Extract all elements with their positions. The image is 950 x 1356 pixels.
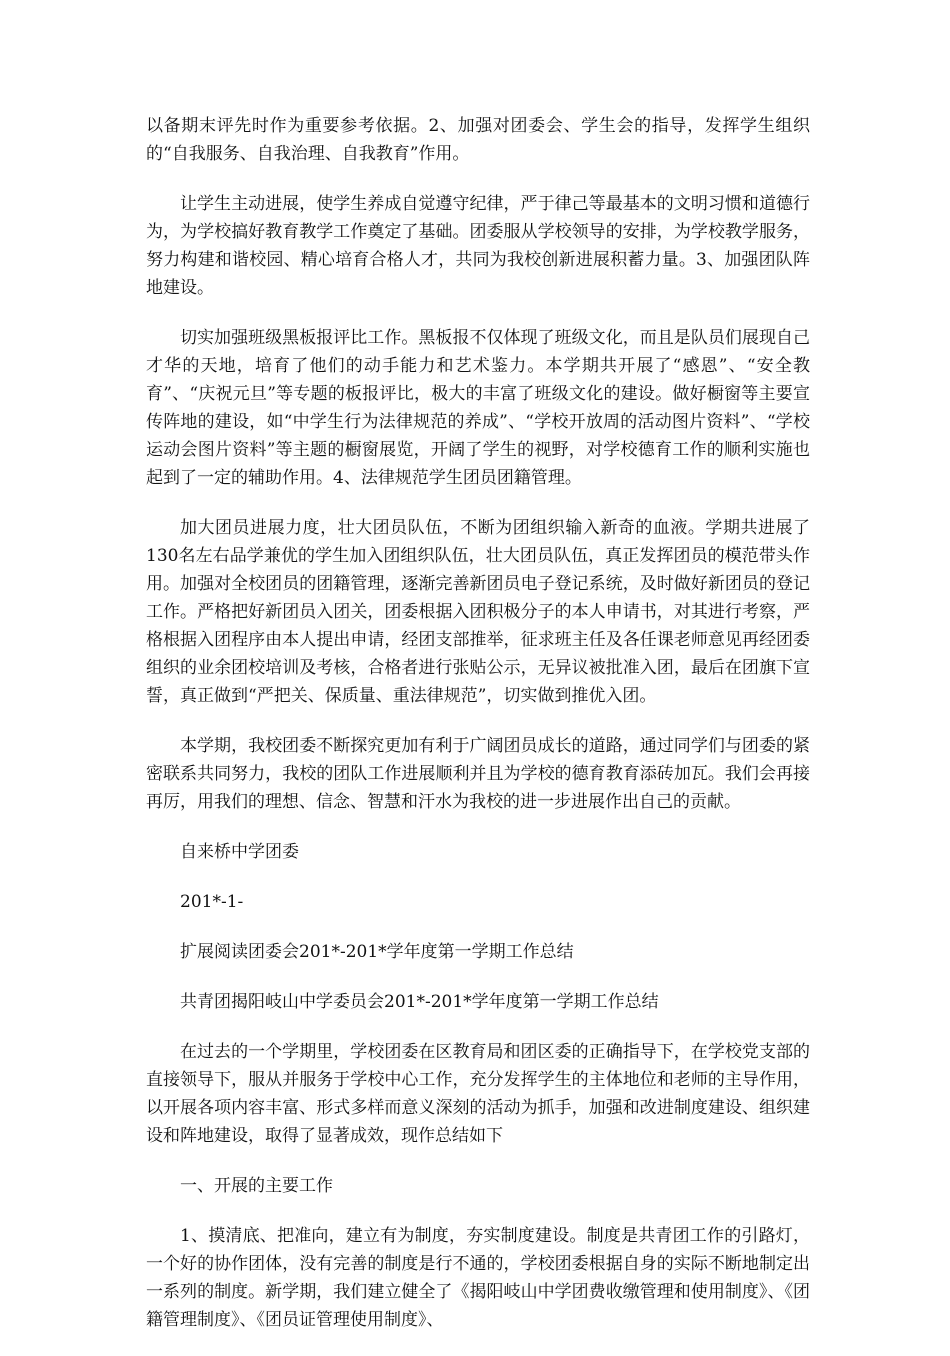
signature-date: 201*-1- xyxy=(180,892,244,912)
report-title: 共青团揭阳岐山中学委员会201*-201*学年度第一学期工作总结 xyxy=(180,992,659,1012)
paragraph-student-conduct: 让学生主动进展，使学生养成自觉遵守纪律，严于律己等最基本的文明习惯和道德行为，为学校搞好教育教学工作奠定了基础。团委服从学校领导的安排，为学校教学服务，努力构建和谐校园、精心培育合格人才，共同为我校创新进展积蓄力量。3、加强团队阵地建设。 xyxy=(146,194,810,298)
signature-org: 自来桥中学团委 xyxy=(180,842,299,862)
paragraph-blackboard: 切实加强班级黑板报评比工作。黑板报不仅体现了班级文化，而且是队员们展现自己才华的天地，培育了他们的动手能力和艺术鉴力。本学期共开展了“感恩”、“安全教育”、“庆祝元旦”等专题的板报评比，极大的丰富了班级文化的建设。做好橱窗等主要宣传阵地的建设，如“中学生行为法律规范的养成”、“学校开放周的活动图片资料”、“学校运动会图片资料”等主题的橱窗展览，开阔了学生的视野，对学校德育工作的顺利实施也起到了一定的辅助作用。4、法律规范学生团员团籍管理。 xyxy=(146,328,810,488)
document-page xyxy=(146,112,810,1356)
paragraph-intro: 在过去的一个学期里，学校团委在区教育局和团区委的正确指导下，在学校党支部的直接领导下，服从并服务于学校中心工作，充分发挥学生的主体地位和老师的主导作用，以开展各项内容丰富、形式多样而意义深刻的活动为抓手，加强和改进制度建设、组织建设和阵地建设，取得了显著成效，现作总结如下 xyxy=(146,1042,810,1146)
paragraph-conclusion: 本学期，我校团委不断探究更加有利于广阔团员成长的道路，通过同学们与团委的紧密联系共同努力，我校的团队工作进展顺利并且为学校的德育教育添砖加瓦。我们会再接再厉，用我们的理想、信念、智慧和汗水为我校的进一步进展作出自己的贡献。 xyxy=(146,736,810,812)
extended-reading-title: 扩展阅读团委会201*-201*学年度第一学期工作总结 xyxy=(180,942,574,962)
paragraph-continuation: 以备期末评先时作为重要参考依据。2、加强对团委会、学生会的指导，发挥学生组织的“自我服务、自我治理、自我教育”作用。 xyxy=(146,116,810,164)
section-heading: 一、开展的主要工作 xyxy=(180,1176,333,1196)
paragraph-system-building: 1、摸清底、把准向，建立有为制度，夯实制度建设。制度是共青团工作的引路灯，一个好的协作团体，没有完善的制度是行不通的，学校团委根据自身的实际不断地制定出一系列的制度。新学期，我们建立健全了《揭阳岐山中学团费收缴管理和使用制度》、《团籍管理制度》、《团员证管理使用制度》、 xyxy=(146,1226,810,1330)
paragraph-membership: 加大团员进展力度，壮大团员队伍，不断为团组织输入新奇的血液。学期共进展了130名左右品学兼优的学生加入团组织队伍，壮大团员队伍，真正发挥团员的模范带头作用。加强对全校团员的团籍管理，逐渐完善新团员电子登记系统，及时做好新团员的登记工作。严格把好新团员入团关，团委根据入团积极分子的本人申请书，对其进行考察，严格根据入团程序由本人提出申请，经团支部推举，征求班主任及各任课老师意见再经团委组织的业余团校培训及考核，合格者进行张贴公示，无异议被批准入团，最后在团旗下宣誓，真正做到“严把关、保质量、重法律规范”，切实做到推优入团。 xyxy=(146,518,810,706)
